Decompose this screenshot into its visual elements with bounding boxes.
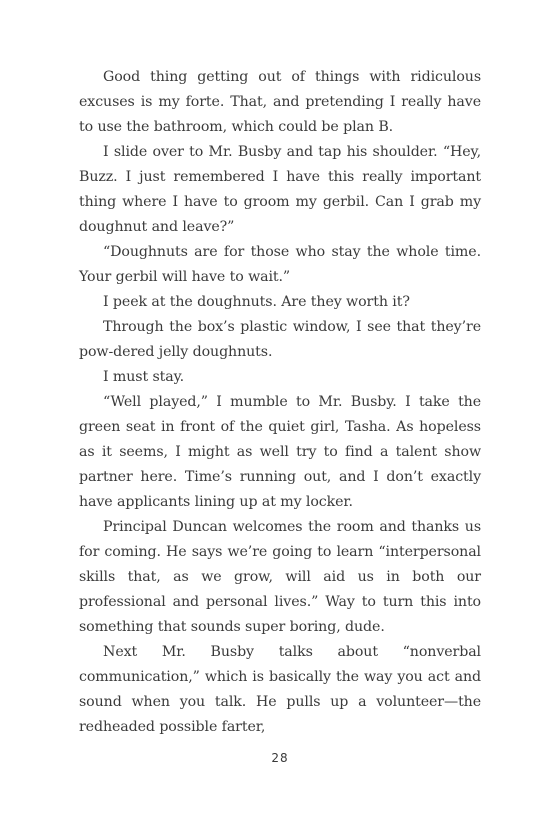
- paragraph: Through the box’s plastic window, I see that they’re pow-dered jelly doughnuts.: [79, 319, 481, 360]
- paragraph: I slide over to Mr. Busby and tap his shoulder. “Hey, Buzz. I just remembered I have this really important thing where I have to groom my gerbil. Can I grab my doughnut and leave?”: [79, 144, 481, 235]
- paragraph: I peek at the doughnuts. Are they worth it?: [103, 294, 410, 310]
- paragraph: “Doughnuts are for those who stay the whole time. Your gerbil will have to wait.”: [79, 244, 481, 285]
- body-text: [79, 65, 481, 740]
- paragraph: Principal Duncan welcomes the room and thanks us for coming. He says we’re going to learn “interpersonal skills that, as we grow, will aid us in both our professional and personal lives.” Way to turn this into something that sounds super boring, dude.: [79, 519, 481, 635]
- paragraph: Good thing getting out of things with ridiculous excuses is my forte. That, and pretending I really have to use the bathroom, which could be plan B.: [79, 69, 481, 135]
- page-number: 28: [271, 751, 289, 765]
- paragraph: Next Mr. Busby talks about “nonverbal communication,” which is basically the way you act and sound when you talk. He pulls up a volunteer—the redheaded possible farter,: [79, 644, 481, 735]
- paragraph: “Well played,” I mumble to Mr. Busby. I take the green seat in front of the quiet girl, Tasha. As hopeless as it seems, I might as well try to find a talent show partner here. Time’s running out, and I don’t exactly have applicants lining up at my locker.: [79, 394, 481, 510]
- paragraph: I must stay.: [103, 369, 185, 385]
